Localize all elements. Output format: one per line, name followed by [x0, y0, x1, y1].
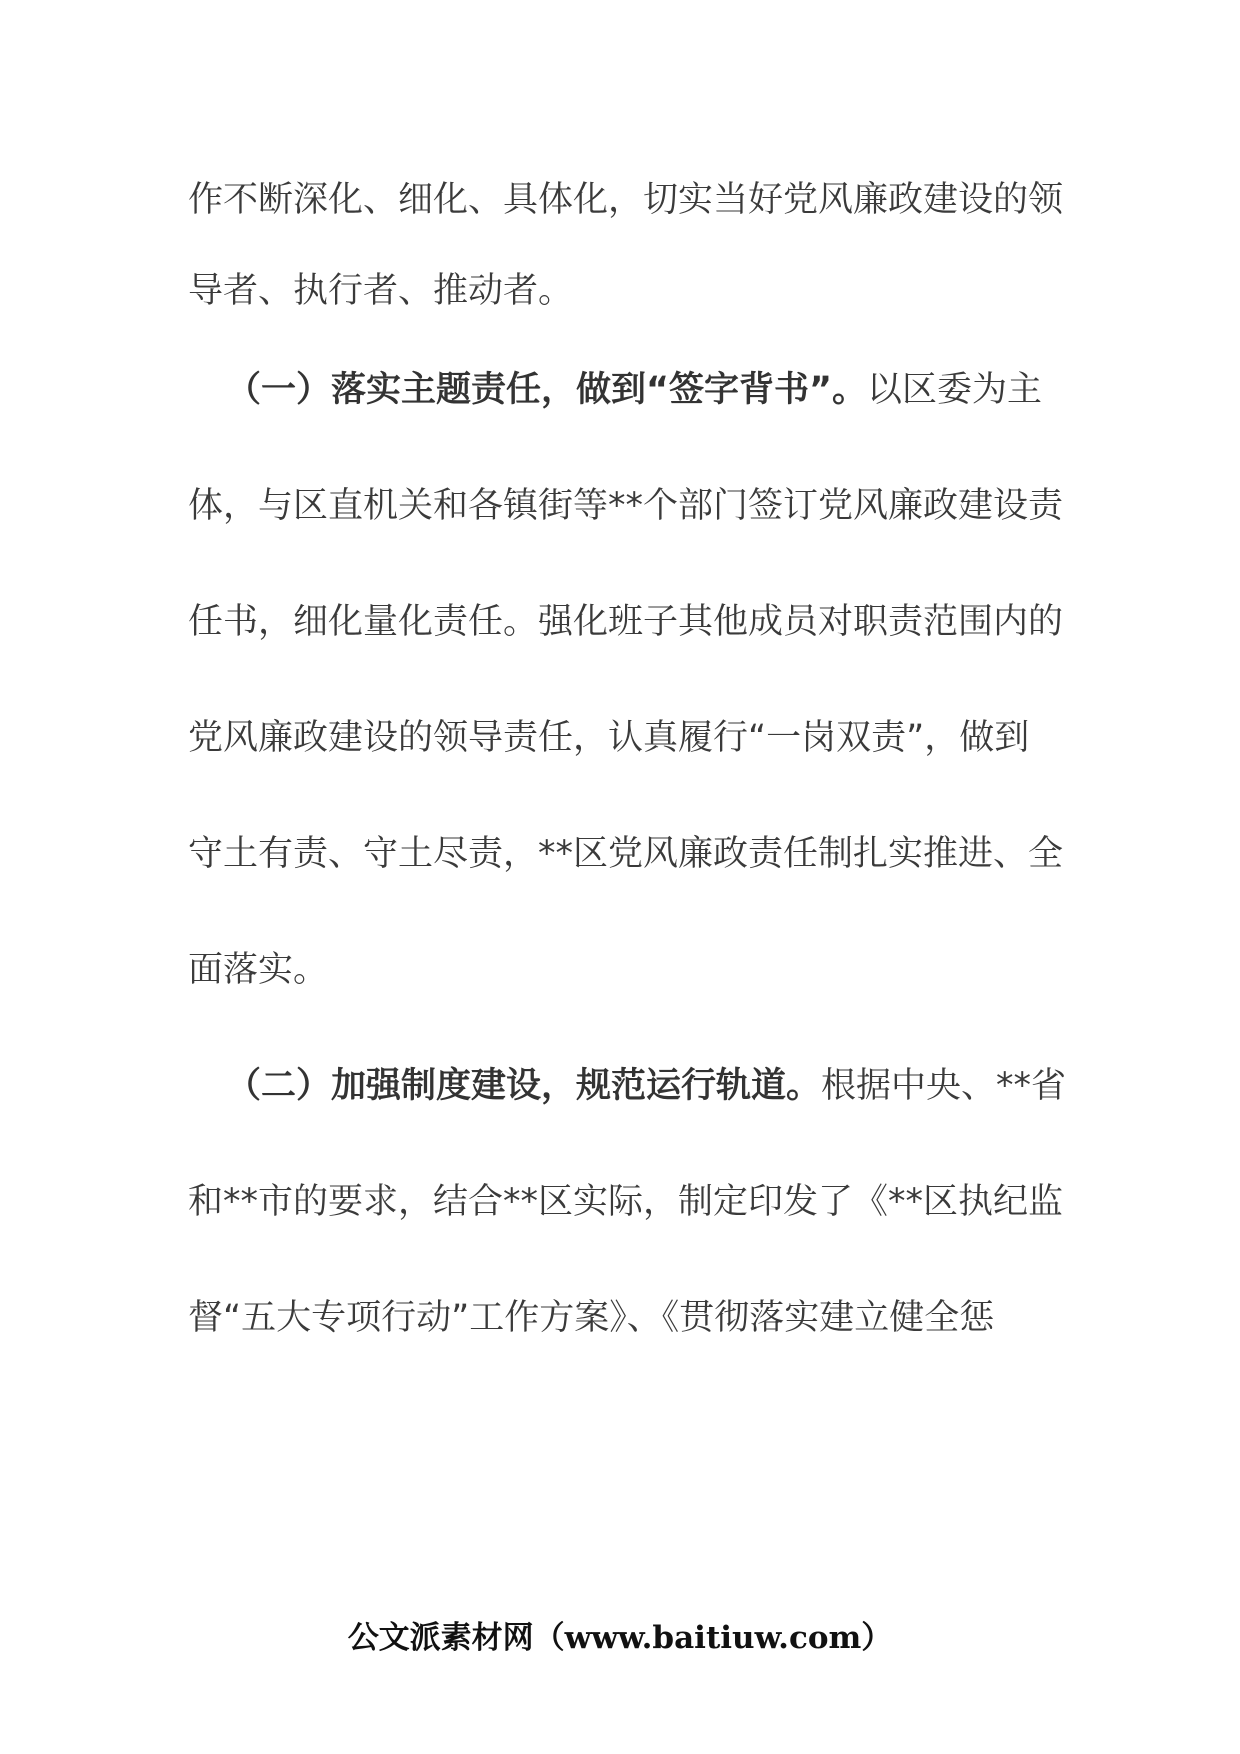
body-line-4: 任书，细化量化责任。强化班子其他成员对职责范围内的 — [188, 602, 1064, 642]
section-2-paragraph — [226, 1062, 1067, 1110]
section-1-text: 以区委为主 — [867, 370, 1043, 410]
section-1-paragraph — [226, 366, 1058, 414]
footer-watermark: 公文派素材网（www.baitiuw.com） — [347, 1620, 893, 1656]
section-2-text: 根据中央、**省 — [821, 1066, 1067, 1106]
section-2-heading: （二）加强制度建设，规范运行轨道。 — [226, 1066, 822, 1106]
body-line-8: 和**市的要求，结合**区实际，制定印发了《**区执纪监 — [188, 1182, 1064, 1222]
body-line-2: 导者、执行者、推动者。 — [188, 271, 574, 311]
body-line-3: 体，与区直机关和各镇街等**个部门签订党风廉政建设责 — [188, 486, 1064, 526]
body-line-1: 作不断深化、细化、具体化，切实当好党风廉政建设的领 — [188, 180, 1064, 220]
body-line-7: 面落实。 — [188, 950, 329, 990]
body-line-5: 党风廉政建设的领导责任，认真履行“一岗双责”，做到 — [188, 718, 1030, 758]
section-1-heading: （一）落实主题责任，做到“签字背书”。 — [226, 370, 868, 410]
body-line-6: 守土有责、守土尽责，**区党风廉政责任制扎实推进、全 — [188, 834, 1064, 874]
body-line-9: 督“五大专项行动”工作方案》、《贯彻落实建立健全惩 — [188, 1298, 995, 1338]
